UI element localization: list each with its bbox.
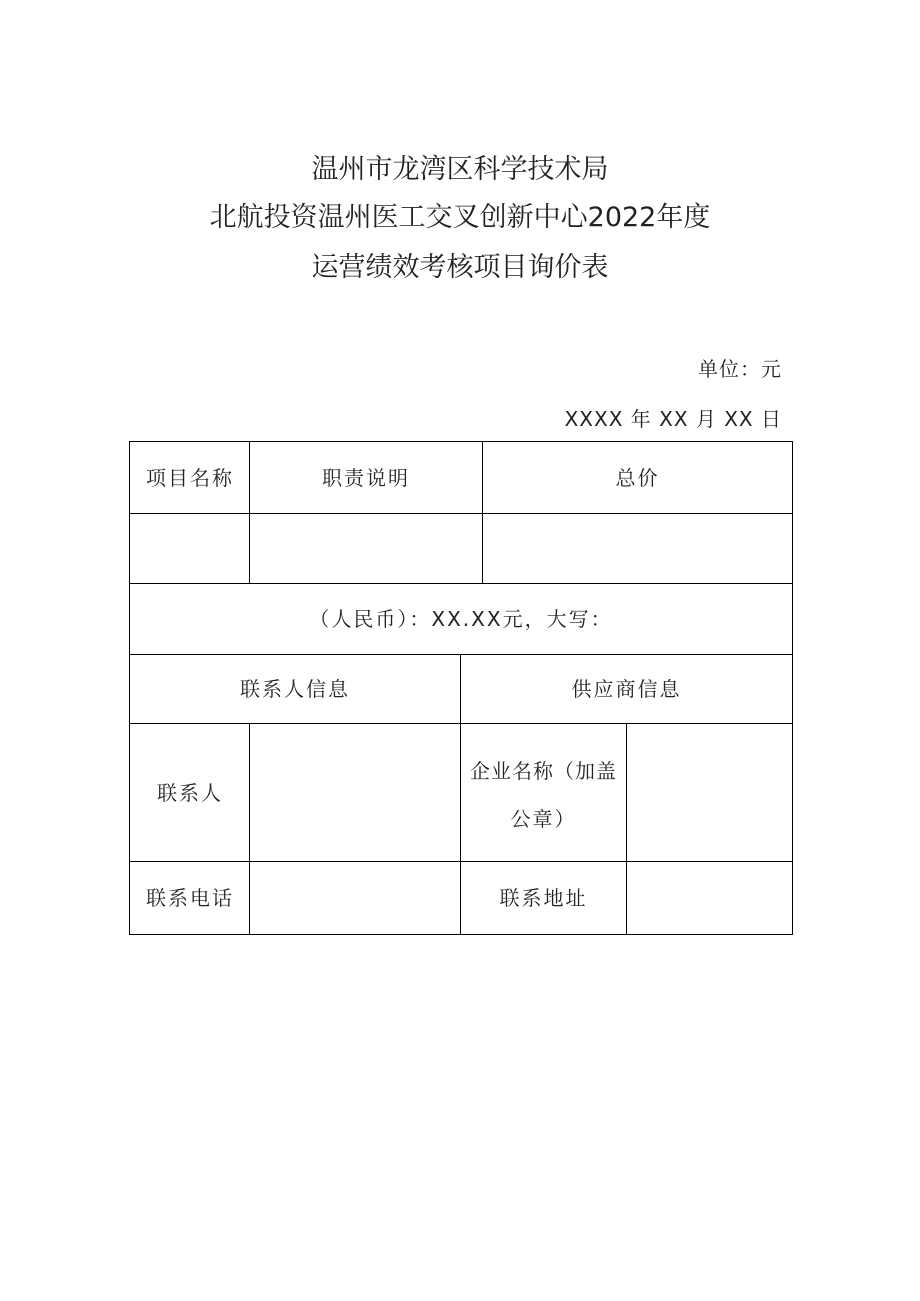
contact-info-header: 联系人信息	[240, 677, 350, 701]
company-name-field[interactable]	[627, 724, 792, 861]
header-item-name: 项目名称	[146, 465, 234, 490]
item-name-field[interactable]	[130, 514, 250, 583]
supplier-info-header: 供应商信息	[571, 677, 682, 701]
unit-label: 单位：元	[698, 357, 782, 381]
document-title-line-2: 北航投资温州医工交叉创新中心2022年度	[209, 202, 711, 233]
contact-address-label: 联系地址	[499, 886, 588, 910]
amount-line: （人民币）：XX.XX元，大写：	[309, 607, 613, 631]
company-name-label-line-1: 企业名称（加盖	[470, 758, 617, 783]
contact-phone-label: 联系电话	[146, 886, 234, 910]
contact-address-field[interactable]	[627, 862, 792, 934]
header-total-price: 总价	[615, 465, 660, 490]
company-name-label	[461, 724, 626, 861]
company-name-label-line-2: 公章）	[510, 806, 577, 831]
total-price-field[interactable]	[483, 514, 792, 583]
date-label: XXXX 年 XX 月 XX 日	[564, 407, 782, 431]
header-duty: 职责说明	[322, 465, 410, 490]
contact-person-field[interactable]	[250, 724, 460, 861]
document-title-line-3: 运营绩效考核项目询价表	[311, 252, 609, 283]
contact-person-label: 联系人	[157, 780, 223, 805]
duty-field[interactable]	[250, 514, 482, 583]
inquiry-table	[129, 441, 793, 935]
document-title-line-1: 温州市龙湾区科学技术局	[311, 154, 609, 185]
contact-phone-field[interactable]	[250, 862, 460, 934]
